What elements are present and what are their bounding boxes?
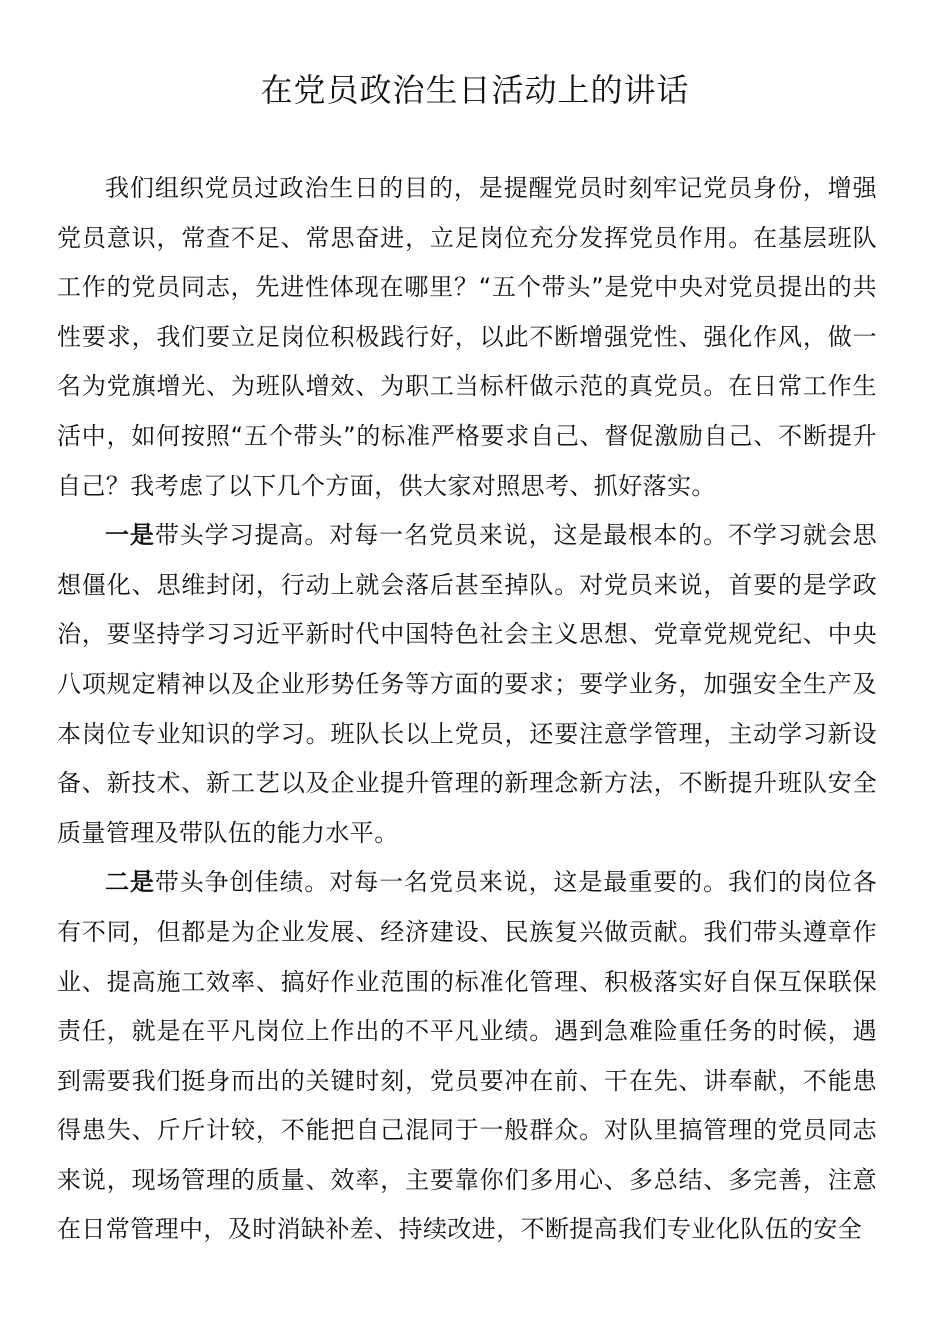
paragraph-intro-text: 我们组织党员过政治生日的目的，是提醒党员时刻牢记党员身份，增强党员意识，常查不足、常思奋进，立足岗位充分发挥党员作用。在基层班队工作的党员同志，先进性体现在哪里？“五个带头”是党中央对党员提出的共性要求，我们要立足岗位积极践行好，以此不断增强党性、强化作风，做一名为党旗增光、为班队增效、为职工当标杆做示范的真党员。在日常工作生活中，如何按照“五个带头”的标准严格要求自己、督促激励自己、不断提升自己？我考虑了以下几个方面，供大家对照思考、抓好落实。 <box>57 174 877 500</box>
paragraph-point-two <box>57 858 877 1255</box>
paragraph-point-two-lead: 二是 <box>105 868 155 897</box>
paragraph-intro <box>57 164 877 511</box>
paragraph-point-one <box>57 511 877 858</box>
document-body <box>57 164 877 1255</box>
paragraph-point-one-lead: 一是 <box>105 521 155 550</box>
paragraph-point-one-text: 带头学习提高。对每一名党员来说，这是最根本的。不学习就会思想僵化、思维封闭，行动上就会落后甚至掉队。对党员来说，首要的是学政治，要坚持学习习近平新时代中国特色社会主义思想、党章党规党纪、中央八项规定精神以及企业形势任务等方面的要求；要学业务，加强安全生产及本岗位专业知识的学习。班队长以上党员，还要注意学管理，主动学习新设备、新技术、新工艺以及企业提升管理的新理念新方法，不断提升班队安全质量管理及带队伍的能力水平。 <box>57 521 877 847</box>
paragraph-point-two-text: 带头争创佳绩。对每一名党员来说，这是最重要的。我们的岗位各有不同，但都是为企业发展、经济建设、民族复兴做贡献。我们带头遵章作业、提高施工效率、搞好作业范围的标准化管理、积极落实好自保互保联保责任，就是在平凡岗位上作出的不平凡业绩。遇到急难险重任务的时候，遇到需要我们挺身而出的关键时刻，党员要冲在前、干在先、讲奉献，不能患得患失、斤斤计较，不能把自己混同于一般群众。对队里搞管理的党员同志来说，现场管理的质量、效率，主要靠你们多用心、多总结、多完善，注意在日常管理中，及时消缺补差、持续改进，不断提高我们专业化队伍的安全 <box>57 868 877 1244</box>
document-title: 在党员政治生日活动上的讲话 <box>260 71 690 109</box>
